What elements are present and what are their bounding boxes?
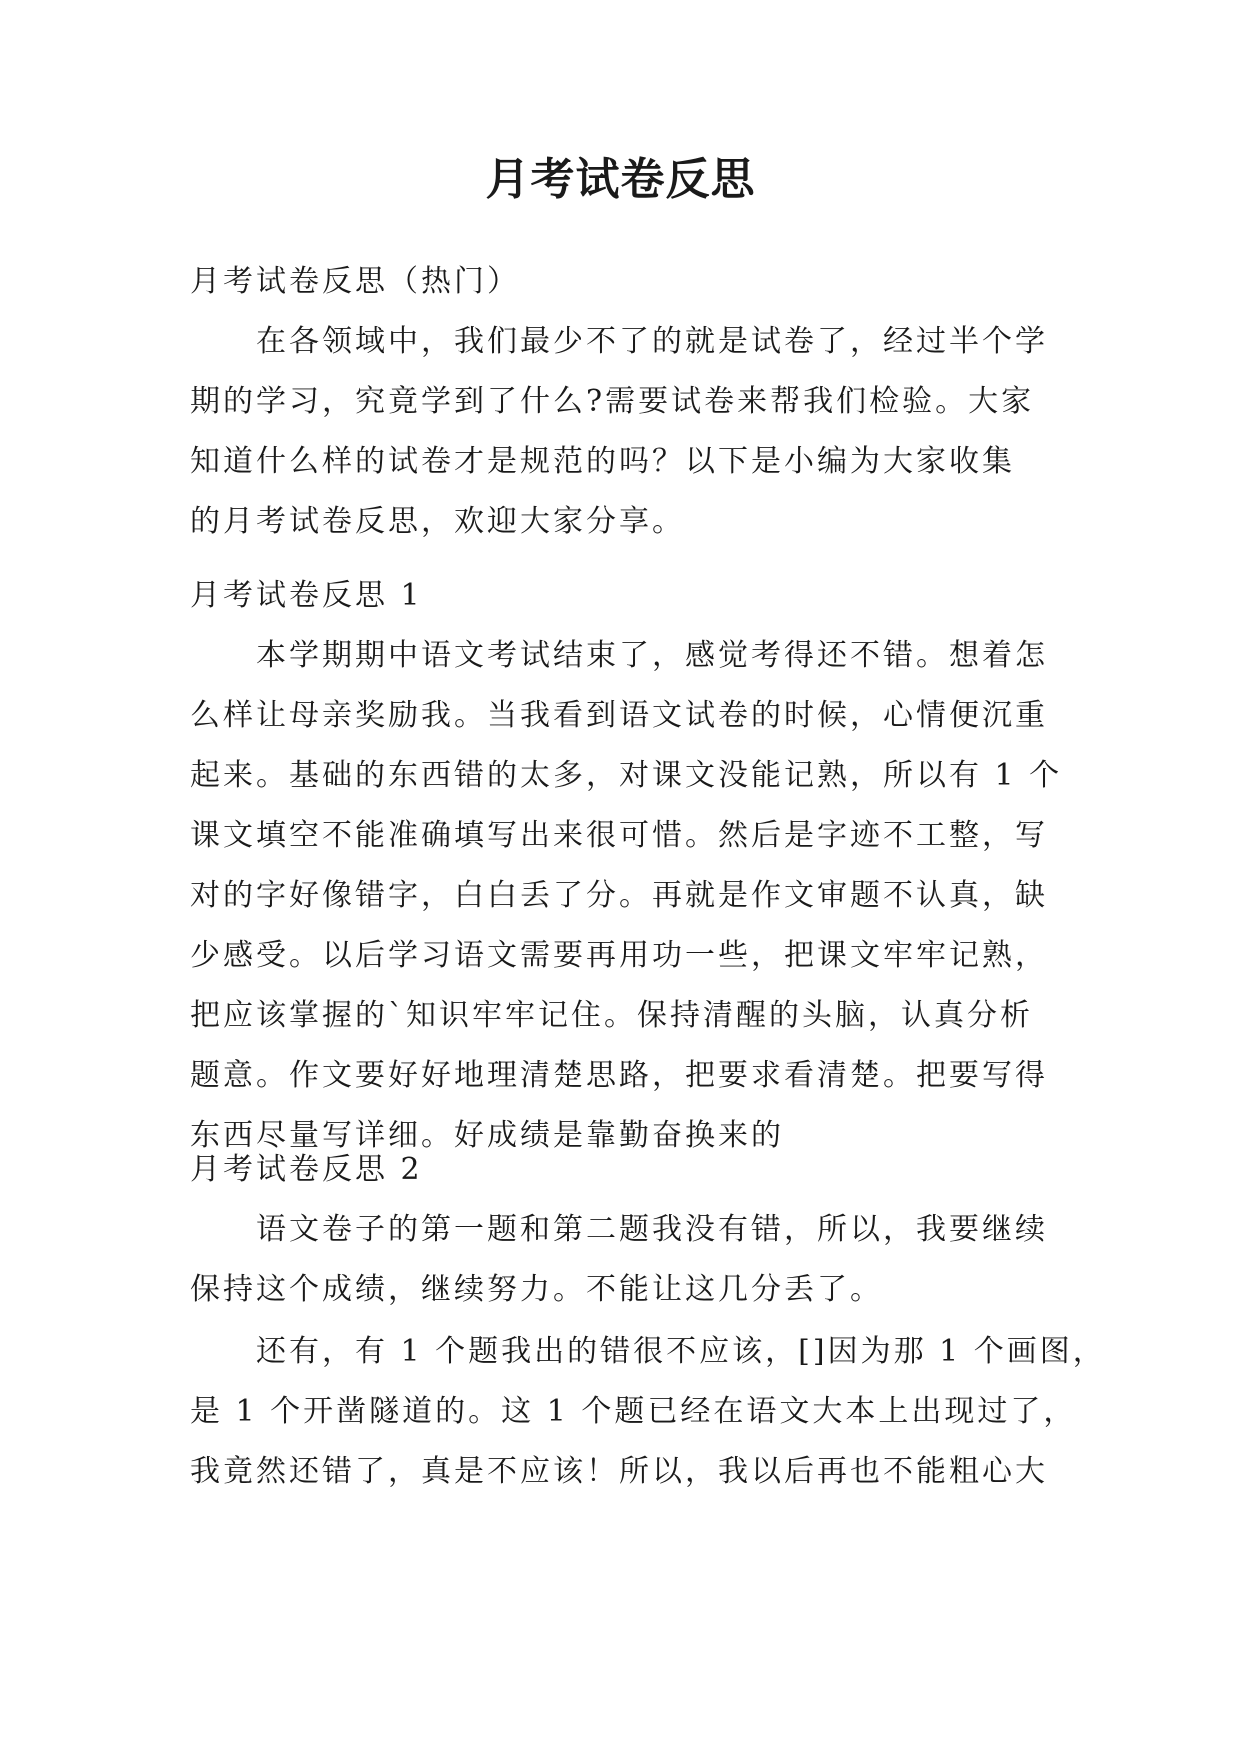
section-2-line: 我竟然还错了，真是不应该！所以，我以后再也不能粗心大 (190, 1454, 1048, 1489)
section-1-line: 题意。作文要好好地理清楚思路，把要求看清楚。把要写得 (190, 1058, 1048, 1093)
section-1-line: 本学期期中语文考试结束了，感觉考得还不错。想着怎 (256, 638, 1048, 673)
section-2-heading: 月考试卷反思 2 (190, 1152, 423, 1187)
document-title: 月考试卷反思 (485, 154, 756, 205)
intro-line: 的月考试卷反思，欢迎大家分享。 (190, 504, 685, 539)
intro-line: 在各领域中，我们最少不了的就是试卷了，经过半个学 (256, 324, 1048, 359)
section-1-line: 对的字好像错字，白白丢了分。再就是作文审题不认真，缺 (190, 878, 1048, 913)
section-1-line: 把应该掌握的`知识牢牢记住。保持清醒的头脑，认真分析 (190, 998, 1033, 1033)
section-1-line: 少感受。以后学习语文需要再用功一些，把课文牢牢记熟， (190, 938, 1048, 973)
intro-line: 期的学习，究竟学到了什么?需要试卷来帮我们检验。大家 (190, 384, 1035, 419)
section-2-line: 是 1 个开凿隧道的。这 1 个题已经在语文大本上出现过了， (190, 1394, 1077, 1429)
section-1-line: 么样让母亲奖励我。当我看到语文试卷的时候，心情便沉重 (190, 698, 1048, 733)
section-2-paragraph-1 (190, 1200, 1052, 1320)
section-1-line: 东西尽量写详细。好成绩是靠勤奋换来的 (190, 1118, 784, 1153)
section-2-line: 还有，有 1 个题我出的错很不应该，[]因为那 1 个画图， (256, 1334, 1106, 1369)
section-2-line: 语文卷子的第一题和第二题我没有错，所以，我要继续 (256, 1212, 1048, 1247)
intro-paragraph (190, 312, 1052, 552)
section-1-line: 起来。基础的东西错的太多，对课文没能记熟，所以有 1 个 (190, 758, 1063, 793)
section-2-paragraph-2 (190, 1322, 1106, 1502)
document-subtitle: 月考试卷反思（热门） (190, 264, 520, 299)
section-1-paragraph (190, 626, 1063, 1166)
section-2-line: 保持这个成绩，继续努力。不能让这几分丢了。 (190, 1272, 883, 1307)
section-1-line: 课文填空不能准确填写出来很可惜。然后是字迹不工整，写 (190, 818, 1048, 853)
intro-line: 知道什么样的试卷才是规范的吗？以下是小编为大家收集 (190, 444, 1015, 479)
section-1-heading: 月考试卷反思 1 (190, 578, 423, 613)
